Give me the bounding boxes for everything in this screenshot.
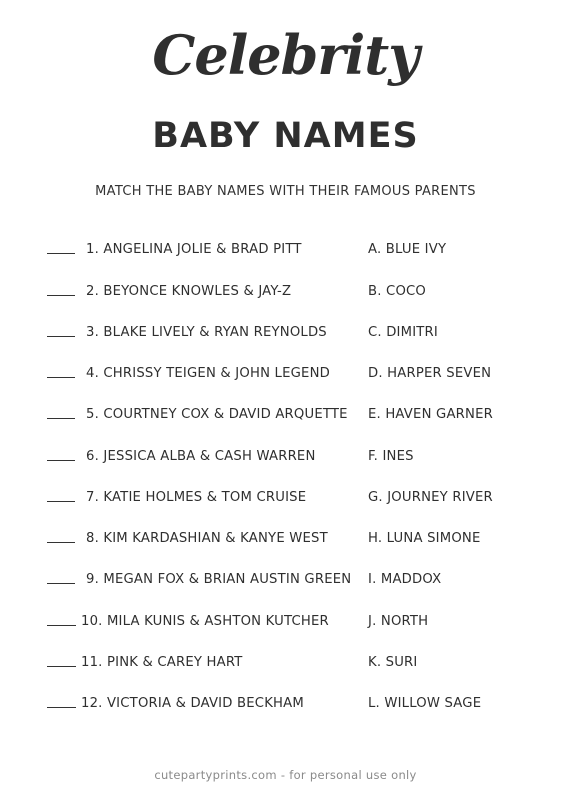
main-title: BABY NAMES [152,116,419,156]
answer-blank[interactable] [47,625,76,626]
match-row [0,323,571,343]
celebrity-parents: 2. BEYONCE KNOWLES & JAY-Z [86,284,292,299]
answer-blank[interactable] [47,666,76,667]
celebrity-parents: 4. CHRISSY TEIGEN & JOHN LEGEND [86,366,330,381]
celebrity-parents: 8. KIM KARDASHIAN & KANYE WEST [86,531,328,546]
match-row [0,694,571,714]
baby-name: C. DIMITRI [368,325,439,340]
celebrity-parents: 10. MILA KUNIS & ASHTON KUTCHER [81,614,329,629]
celebrity-parents: 7. KATIE HOLMES & TOM CRUISE [86,490,307,505]
celebrity-parents: 11. PINK & CAREY HART [81,655,243,670]
match-row [0,240,571,260]
celebrity-parents: 9. MEGAN FOX & BRIAN AUSTIN GREEN [86,572,352,587]
answer-blank[interactable] [47,707,76,708]
answer-blank[interactable] [47,253,75,254]
match-row [0,447,571,467]
match-row [0,570,571,590]
match-row [0,653,571,673]
answer-blank[interactable] [47,460,75,461]
match-row [0,364,571,384]
answer-blank[interactable] [47,336,75,337]
answer-blank[interactable] [47,377,75,378]
match-row [0,405,571,425]
match-row [0,529,571,549]
baby-name: D. HARPER SEVEN [368,366,492,381]
answer-blank[interactable] [47,501,75,502]
celebrity-parents: 12. VICTORIA & DAVID BECKHAM [81,696,304,711]
match-row [0,612,571,632]
baby-name: B. COCO [368,284,427,299]
baby-name: K. SURI [368,655,418,670]
match-row [0,488,571,508]
baby-name: H. LUNA SIMONE [368,531,481,546]
baby-name: J. NORTH [368,614,429,629]
baby-name: I. MADDOX [368,572,442,587]
script-title: Celebrity [152,23,419,87]
baby-name: G. JOURNEY RIVER [368,490,493,505]
baby-name: A. BLUE IVY [368,242,447,257]
answer-blank[interactable] [47,583,75,584]
match-row [0,282,571,302]
answer-blank[interactable] [47,418,75,419]
celebrity-parents: 5. COURTNEY COX & DAVID ARQUETTE [86,407,348,422]
celebrity-parents: 6. JESSICA ALBA & CASH WARREN [86,449,316,464]
baby-name: E. HAVEN GARNER [368,407,493,422]
celebrity-parents: 1. ANGELINA JOLIE & BRAD PITT [86,242,302,257]
baby-name: F. INES [368,449,414,464]
celebrity-parents: 3. BLAKE LIVELY & RYAN REYNOLDS [86,325,327,340]
answer-blank[interactable] [47,295,75,296]
answer-blank[interactable] [47,542,75,543]
instruction-text: MATCH THE BABY NAMES WITH THEIR FAMOUS PARENTS [95,184,476,199]
footer-credit: cutepartyprints.com - for personal use only [154,768,417,782]
baby-name: L. WILLOW SAGE [368,696,482,711]
